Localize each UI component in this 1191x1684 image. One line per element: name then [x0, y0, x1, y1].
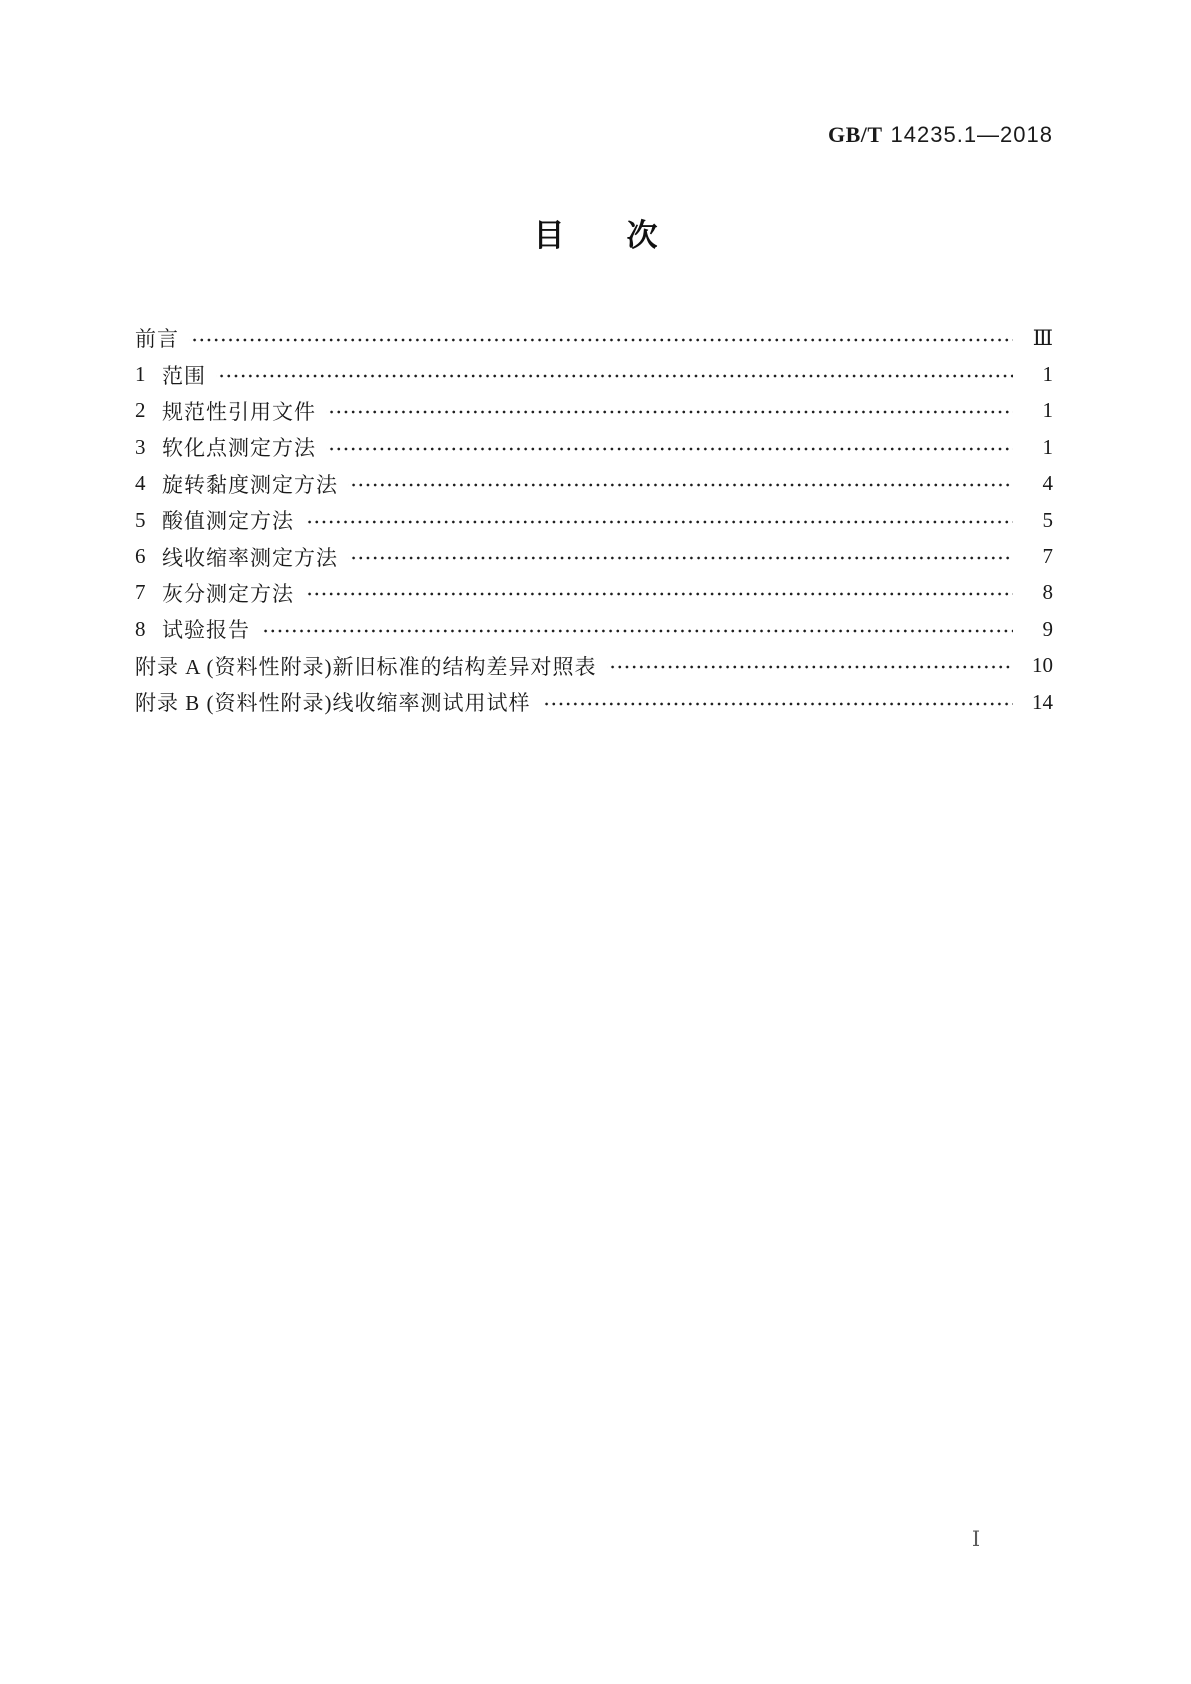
toc-entry-number: 1 — [135, 362, 146, 387]
toc-entry-page: 14 — [1032, 689, 1053, 714]
toc-entry-page: 9 — [1042, 616, 1053, 641]
toc-entry-label: 软化点测定方法 — [162, 436, 316, 461]
toc-entry-number: 7 — [135, 580, 146, 605]
toc-entry[interactable] — [135, 684, 1053, 720]
toc-entry-label: 试验报告 — [162, 618, 250, 643]
toc-entry-label: 附录 A (资料性附录)新旧标准的结构差异对照表 — [135, 654, 597, 679]
toc-entry[interactable] — [135, 575, 1053, 611]
dot-leader — [189, 336, 1013, 344]
toc-entry[interactable] — [135, 320, 1053, 356]
dot-leader — [304, 590, 1013, 598]
toc-entry-page: 10 — [1032, 653, 1053, 678]
toc-entry-number: 4 — [135, 471, 146, 496]
toc-entry[interactable] — [135, 356, 1053, 392]
toc-entry-label: 附录 B (资料性附录)线收缩率测试用试样 — [135, 691, 531, 716]
dot-leader — [304, 518, 1013, 526]
toc-entry-page: Ⅲ — [1032, 325, 1053, 350]
toc-entry-page: 8 — [1042, 580, 1053, 605]
toc-list — [135, 320, 1053, 720]
standard-number-code: 14235.1—2018 — [890, 122, 1053, 147]
dot-leader — [326, 445, 1013, 453]
page-title: 目 次 — [533, 218, 658, 253]
dot-leader — [348, 554, 1013, 562]
footer-page-number: Ⅰ — [971, 1527, 981, 1551]
toc-entry-page: 7 — [1042, 544, 1053, 569]
dot-leader — [216, 372, 1013, 380]
toc-entry-number: 2 — [135, 398, 146, 423]
toc-entry-label: 线收缩率测定方法 — [162, 545, 338, 570]
toc-entry-number: 3 — [135, 434, 146, 459]
toc-entry-label: 酸值测定方法 — [162, 509, 294, 534]
toc-entry-label: 范围 — [162, 363, 206, 388]
dot-leader — [541, 700, 1014, 708]
toc-entry[interactable] — [135, 429, 1053, 465]
toc-entry-number: 5 — [135, 507, 146, 532]
toc-entry-label: 前言 — [135, 327, 179, 352]
toc-entry[interactable] — [135, 393, 1053, 429]
toc-entry-page: 5 — [1042, 507, 1053, 532]
toc-entry[interactable] — [135, 466, 1053, 502]
dot-leader — [607, 663, 1014, 671]
dot-leader — [326, 408, 1013, 416]
standard-number-prefix: GB/T — [827, 122, 883, 147]
toc-entry-label: 规范性引用文件 — [162, 399, 316, 424]
toc-entry[interactable] — [135, 648, 1053, 684]
toc-entry[interactable] — [135, 611, 1053, 647]
toc-entry-page: 1 — [1042, 434, 1053, 459]
toc-entry-page: 4 — [1042, 471, 1053, 496]
toc-entry-label: 灰分测定方法 — [162, 581, 294, 606]
dot-leader — [348, 481, 1013, 489]
toc-entry-number: 8 — [135, 616, 146, 641]
toc-entry-number: 6 — [135, 544, 146, 569]
toc-entry-label: 旋转黏度测定方法 — [162, 472, 338, 497]
toc-entry-page: 1 — [1042, 362, 1053, 387]
toc-entry[interactable] — [135, 538, 1053, 574]
standard-number — [828, 122, 1053, 148]
toc-entry-page: 1 — [1042, 398, 1053, 423]
toc-entry[interactable] — [135, 502, 1053, 538]
dot-leader — [260, 627, 1013, 635]
